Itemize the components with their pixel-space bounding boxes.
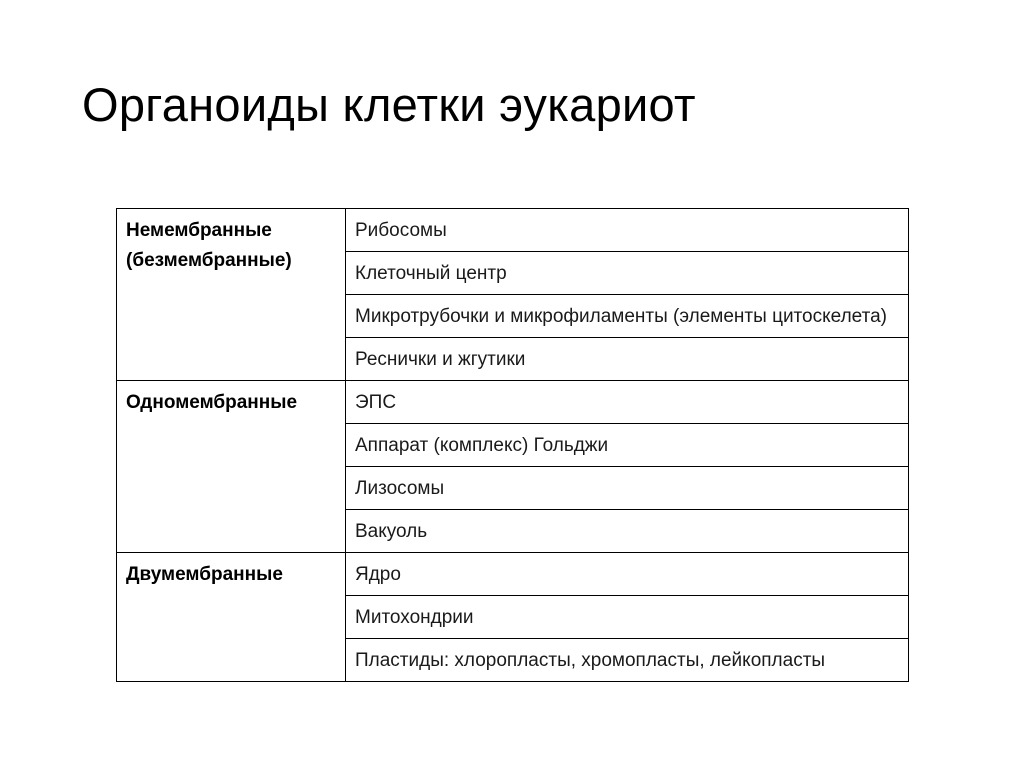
table-row — [117, 381, 909, 424]
organoids-table — [116, 208, 909, 682]
group-label-double-membrane: Двумембранные — [117, 553, 346, 682]
organoid-cell: Клеточный центр — [346, 252, 909, 295]
table-row — [117, 209, 909, 252]
page-title: Органоиды клетки эукариот — [82, 78, 696, 131]
organoid-cell: Реснички и жгутики — [346, 338, 909, 381]
group-label-nonmembrane: Немембранные (безмембранные) — [117, 209, 346, 381]
organoid-cell: Митохондрии — [346, 596, 909, 639]
organoid-cell: Аппарат (комплекс) Гольджи — [346, 424, 909, 467]
organoid-cell: Рибосомы — [346, 209, 909, 252]
organoid-cell: ЭПС — [346, 381, 909, 424]
organoid-cell: Вакуоль — [346, 510, 909, 553]
organoids-table-body — [117, 209, 909, 682]
table-row — [117, 553, 909, 596]
group-label-single-membrane: Одномембранные — [117, 381, 346, 553]
organoid-cell: Микротрубочки и микрофиламенты (элементы цитоскелета) — [346, 295, 909, 338]
organoid-cell: Лизосомы — [346, 467, 909, 510]
organoid-cell: Ядро — [346, 553, 909, 596]
organoid-cell: Пластиды: хлоропласты, хромопласты, лейкопласты — [346, 639, 909, 682]
